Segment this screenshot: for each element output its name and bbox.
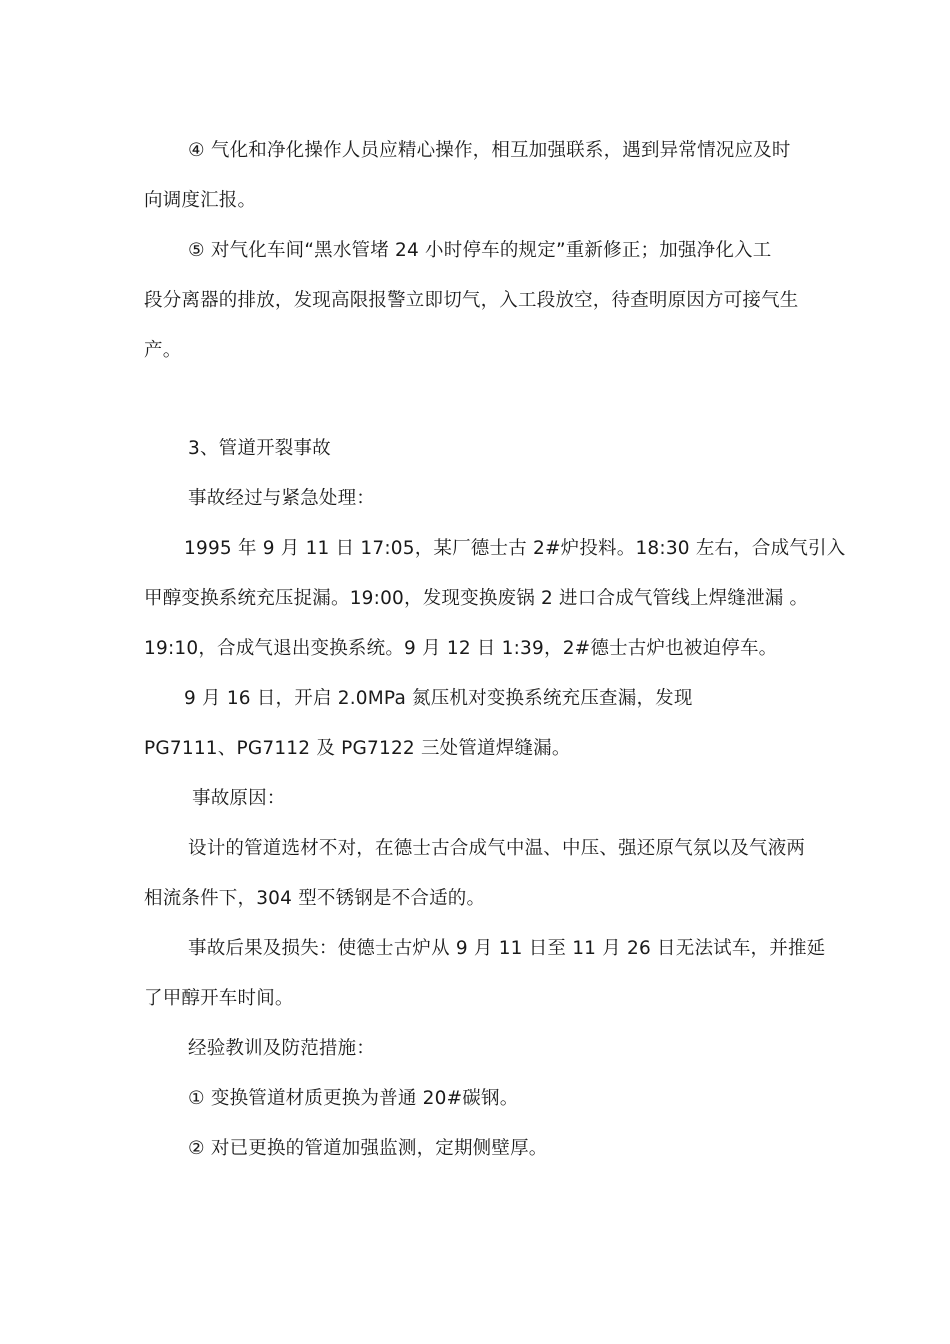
section-heading: 3、管道开裂事故 [188, 438, 331, 459]
subheading-cause: 事故原因： [192, 788, 286, 809]
subheading-process: 事故经过与紧急处理： [188, 488, 376, 509]
cause-line-2: 相流条件下，304 型不锈钢是不合适的。 [144, 888, 486, 909]
item-5-line-3: 产。 [144, 340, 182, 361]
item-4-line-2: 向调度汇报。 [144, 190, 257, 211]
measure-1: ① 变换管道材质更换为普通 20#碳钢。 [188, 1088, 519, 1109]
process-line-2: 甲醇变换系统充压捉漏。19:00，发现变换废锅 2 进口合成气管线上焊缝泄漏 。 [144, 588, 809, 609]
process-line-1: 1995 年 9 月 11 日 17:05，某厂德士古 2#炉投料。18:30 左右，合成气引入 [184, 538, 846, 559]
item-4-line-1: ④ 气化和净化操作人员应精心操作，相互加强联系，遇到异常情况应及时 [188, 140, 791, 161]
consequence-line-1: 事故后果及损失：使德士古炉从 9 月 11 日至 11 月 26 日无法试车，并推延 [188, 938, 826, 959]
subheading-lessons: 经验教训及防范措施： [188, 1038, 376, 1059]
process-line-3: 19:10，合成气退出变换系统。9 月 12 日 1:39，2#德士古炉也被迫停车。 [144, 638, 778, 659]
consequence-line-2: 了甲醇开车时间。 [144, 988, 294, 1009]
measure-2: ② 对已更换的管道加强监测，定期侧壁厚。 [188, 1138, 548, 1159]
item-5-line-2: 段分离器的排放，发现高限报警立即切气，入工段放空，待查明原因方可接气生 [144, 290, 799, 311]
cause-line-1: 设计的管道选材不对，在德士古合成气中温、中压、强还原气氛以及气液两 [188, 838, 806, 859]
process-line-5: PG7111、PG7112 及 PG7122 三处管道焊缝漏。 [144, 738, 571, 759]
process-line-4: 9 月 16 日，开启 2.0MPa 氮压机对变换系统充压查漏，发现 [184, 688, 693, 709]
item-5-line-1: ⑤ 对气化车间“黑水管堵 24 小时停车的规定”重新修正；加强净化入工 [188, 240, 772, 261]
